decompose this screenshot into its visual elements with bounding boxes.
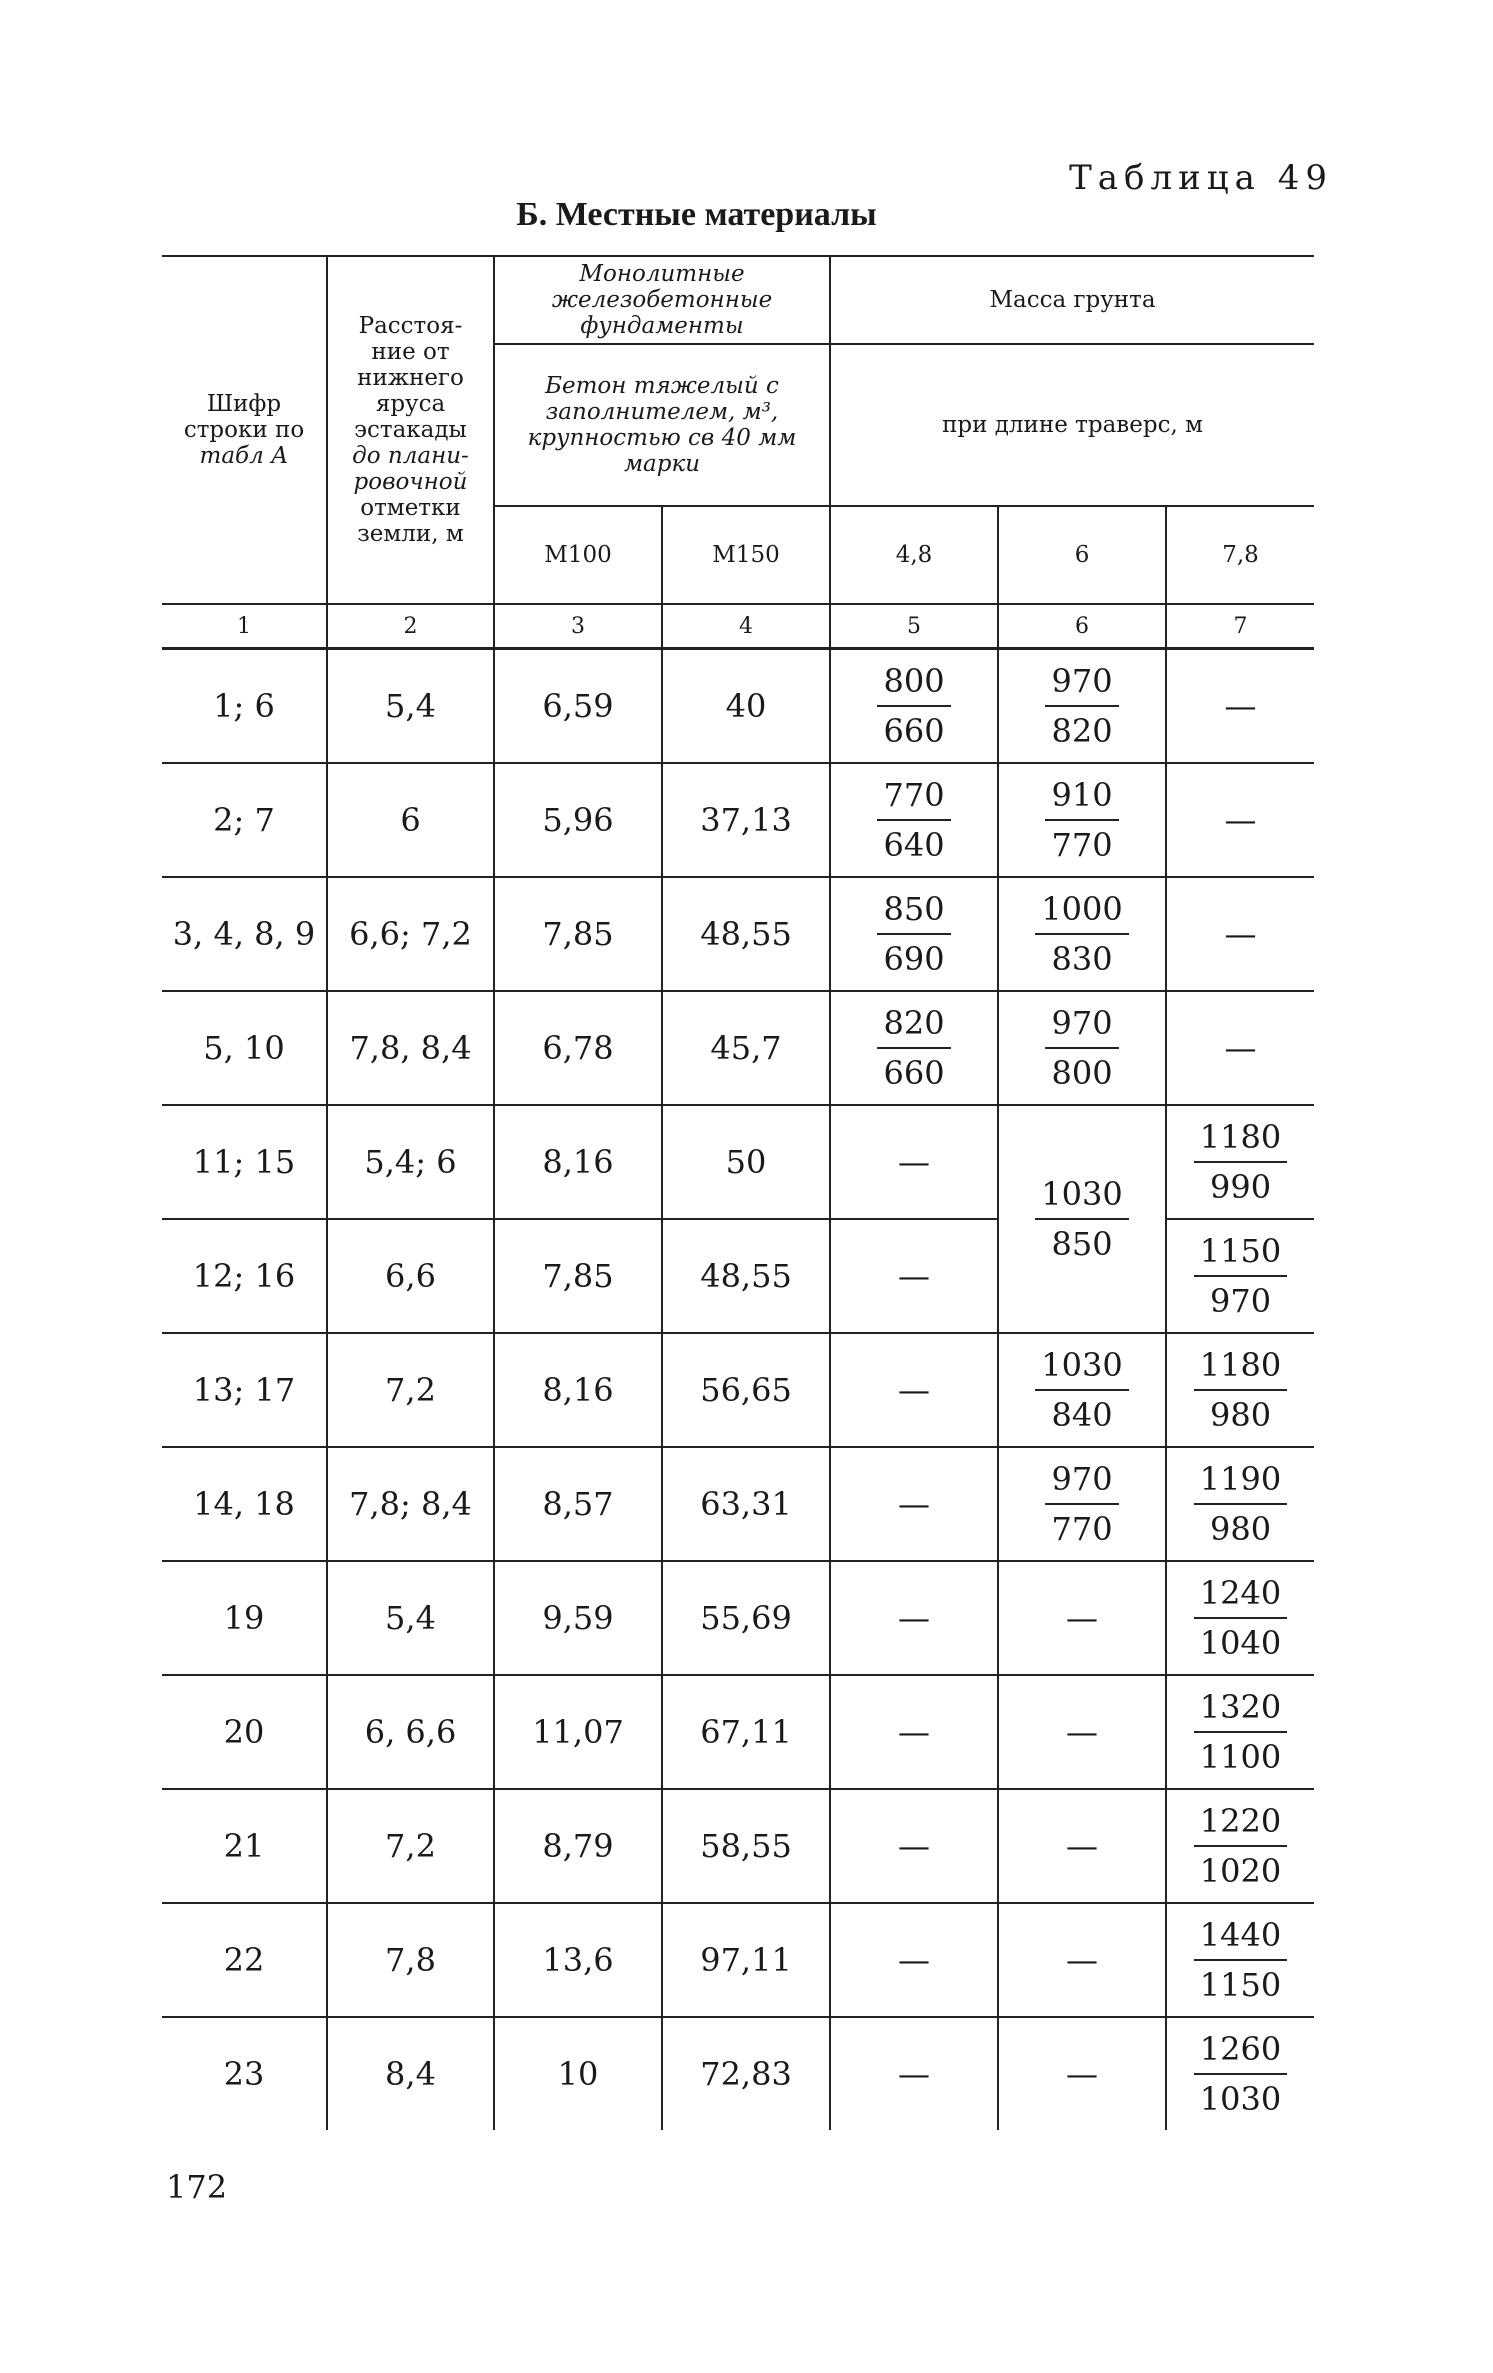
cell-m100: 7,85 — [494, 877, 662, 991]
cell-code: 20 — [162, 1675, 327, 1789]
cell-len-7-8: — — [1166, 649, 1314, 764]
col-number: 6 — [998, 604, 1166, 649]
cell-m100: 8,16 — [494, 1105, 662, 1219]
cell-len-4-8: — — [830, 1333, 998, 1447]
cell-m150: 37,13 — [662, 763, 830, 877]
cell-m150: 50 — [662, 1105, 830, 1219]
cell-m150: 58,55 — [662, 1789, 830, 1903]
fraction: $\frac{770}{640}$ — [877, 771, 950, 869]
cell-len-7-8: — — [1166, 991, 1314, 1105]
fraction: $\frac{1030}{850}$ — [1035, 1170, 1128, 1268]
cell-len-4-8: — — [830, 2017, 998, 2130]
cell-distance: 5,4; 6 — [327, 1105, 494, 1219]
table-label: Таблица 49 — [1069, 158, 1333, 198]
fraction: $\frac{970}{820}$ — [1045, 657, 1118, 755]
cell-len-6 — [998, 1447, 1166, 1561]
cell-m100: 9,59 — [494, 1561, 662, 1675]
cell-m150: 56,65 — [662, 1333, 830, 1447]
fraction: $\frac{1320}{1100}$ — [1194, 1683, 1287, 1781]
cell-len-4-8 — [830, 991, 998, 1105]
cell-len-4-8: — — [830, 1903, 998, 2017]
cell-len-7-8: — — [1166, 877, 1314, 991]
col-number: 4 — [662, 604, 830, 649]
fraction: $\frac{820}{660}$ — [877, 999, 950, 1097]
cell-len-7-8 — [1166, 1105, 1314, 1219]
table-row — [162, 991, 1314, 1105]
table-body — [162, 649, 1314, 2131]
table-row — [162, 649, 1314, 764]
header-soil-group: Масса грунта — [830, 256, 1314, 344]
fraction: $\frac{1000}{830}$ — [1035, 885, 1128, 983]
cell-code: 14, 18 — [162, 1447, 327, 1561]
cell-m100: 6,78 — [494, 991, 662, 1105]
cell-len-4-8: — — [830, 1789, 998, 1903]
table-row — [162, 1105, 1314, 1219]
fraction: $\frac{1180}{980}$ — [1194, 1341, 1287, 1439]
page-number: 172 — [166, 2168, 228, 2206]
cell-m100: 8,57 — [494, 1447, 662, 1561]
cell-len-7-8 — [1166, 1333, 1314, 1447]
cell-code: 5, 10 — [162, 991, 327, 1105]
table-row — [162, 1561, 1314, 1675]
cell-m150: 40 — [662, 649, 830, 764]
cell-m150: 55,69 — [662, 1561, 830, 1675]
cell-len-6-merged — [998, 1105, 1166, 1333]
column-numbers-row — [162, 604, 1314, 649]
cell-m100: 13,6 — [494, 1903, 662, 2017]
cell-len-7-8 — [1166, 1447, 1314, 1561]
cell-len-6: — — [998, 1675, 1166, 1789]
cell-distance: 7,2 — [327, 1333, 494, 1447]
fraction: $\frac{1240}{1040}$ — [1194, 1569, 1287, 1667]
cell-len-7-8 — [1166, 1561, 1314, 1675]
fraction: $\frac{1030}{840}$ — [1035, 1341, 1128, 1439]
cell-m100: 6,59 — [494, 649, 662, 764]
cell-code: 21 — [162, 1789, 327, 1903]
table-row — [162, 1675, 1314, 1789]
cell-m150: 63,31 — [662, 1447, 830, 1561]
cell-m100: 8,79 — [494, 1789, 662, 1903]
cell-len-4-8 — [830, 649, 998, 764]
cell-m150: 45,7 — [662, 991, 830, 1105]
fraction: $\frac{1150}{970}$ — [1194, 1227, 1287, 1325]
cell-distance: 5,4 — [327, 1561, 494, 1675]
cell-len-7-8 — [1166, 1789, 1314, 1903]
cell-m100: 8,16 — [494, 1333, 662, 1447]
header-len-4-8: 4,8 — [830, 506, 998, 604]
table-row — [162, 1903, 1314, 2017]
cell-len-6: — — [998, 1903, 1166, 2017]
cell-code: 3, 4, 8, 9 — [162, 877, 327, 991]
table-row — [162, 1789, 1314, 1903]
cell-len-6 — [998, 763, 1166, 877]
cell-code: 12; 16 — [162, 1219, 327, 1333]
table-row — [162, 1333, 1314, 1447]
cell-distance: 6 — [327, 763, 494, 877]
cell-distance: 7,8 — [327, 1903, 494, 2017]
table-row — [162, 2017, 1314, 2130]
cell-distance: 5,4 — [327, 649, 494, 764]
cell-distance: 7,8, 8,4 — [327, 991, 494, 1105]
cell-distance: 8,4 — [327, 2017, 494, 2130]
fraction: $\frac{1190}{980}$ — [1194, 1455, 1287, 1553]
cell-distance: 6,6 — [327, 1219, 494, 1333]
cell-len-6: — — [998, 1561, 1166, 1675]
header-code: Шифр строки по табл А — [162, 256, 327, 604]
header-concrete-sub: Бетон тяжелый с заполнителем, м³, крупностью св 40 мм марки — [494, 344, 830, 506]
cell-len-7-8 — [1166, 1903, 1314, 2017]
fraction: $\frac{970}{770}$ — [1045, 1455, 1118, 1553]
cell-len-6 — [998, 649, 1166, 764]
cell-len-7-8: — — [1166, 763, 1314, 877]
table-row — [162, 877, 1314, 991]
cell-distance: 7,8; 8,4 — [327, 1447, 494, 1561]
cell-m150: 48,55 — [662, 877, 830, 991]
cell-code: 2; 7 — [162, 763, 327, 877]
cell-m150: 97,11 — [662, 1903, 830, 2017]
section-title: Б. Местные материалы — [516, 196, 877, 233]
cell-len-4-8 — [830, 877, 998, 991]
cell-len-7-8 — [1166, 1219, 1314, 1333]
col-number: 5 — [830, 604, 998, 649]
cell-m150: 48,55 — [662, 1219, 830, 1333]
header-distance: Расстоя-ние от нижнего яруса эстакады до плани-ровочной отметки земли, м — [327, 256, 494, 604]
cell-len-6 — [998, 1333, 1166, 1447]
cell-len-6: — — [998, 2017, 1166, 2130]
cell-code: 22 — [162, 1903, 327, 2017]
cell-m100: 10 — [494, 2017, 662, 2130]
fraction: $\frac{970}{800}$ — [1045, 999, 1118, 1097]
cell-len-6 — [998, 991, 1166, 1105]
col-number: 2 — [327, 604, 494, 649]
cell-code: 13; 17 — [162, 1333, 327, 1447]
cell-len-7-8 — [1166, 2017, 1314, 2130]
fraction: $\frac{1180}{990}$ — [1194, 1113, 1287, 1211]
col-number: 3 — [494, 604, 662, 649]
header-len-7-8: 7,8 — [1166, 506, 1314, 604]
cell-m150: 67,11 — [662, 1675, 830, 1789]
cell-distance: 6,6; 7,2 — [327, 877, 494, 991]
col-number: 7 — [1166, 604, 1314, 649]
data-table — [162, 255, 1314, 2130]
cell-m100: 11,07 — [494, 1675, 662, 1789]
fraction: $\frac{1440}{1150}$ — [1194, 1911, 1287, 2009]
fraction: $\frac{910}{770}$ — [1045, 771, 1118, 869]
cell-len-6: — — [998, 1789, 1166, 1903]
header-traverse-length: при длине траверс, м — [830, 344, 1314, 506]
fraction: $\frac{850}{690}$ — [877, 885, 950, 983]
cell-len-7-8 — [1166, 1675, 1314, 1789]
table-header — [162, 256, 1314, 649]
cell-len-4-8: — — [830, 1447, 998, 1561]
cell-len-4-8 — [830, 763, 998, 877]
header-len-6: 6 — [998, 506, 1166, 604]
cell-len-6 — [998, 877, 1166, 991]
cell-code: 1; 6 — [162, 649, 327, 764]
cell-m100: 5,96 — [494, 763, 662, 877]
cell-code: 11; 15 — [162, 1105, 327, 1219]
fraction: $\frac{1220}{1020}$ — [1194, 1797, 1287, 1895]
header-m150: М150 — [662, 506, 830, 604]
cell-distance: 7,2 — [327, 1789, 494, 1903]
cell-len-4-8: — — [830, 1219, 998, 1333]
cell-code: 23 — [223, 2055, 265, 2093]
cell-code: 19 — [162, 1561, 327, 1675]
header-m100: М100 — [494, 506, 662, 604]
cell-len-4-8: — — [830, 1105, 998, 1219]
table-row — [162, 1447, 1314, 1561]
cell-len-4-8: — — [830, 1675, 998, 1789]
col-number: 1 — [162, 604, 327, 649]
cell-len-4-8: — — [830, 1561, 998, 1675]
cell-m150: 72,83 — [662, 2017, 830, 2130]
cell-m100: 7,85 — [494, 1219, 662, 1333]
table-row — [162, 763, 1314, 877]
header-concrete-group: Монолитные железобетонные фундаменты — [494, 256, 830, 344]
fraction: $\frac{800}{660}$ — [877, 657, 950, 755]
cell-distance: 6, 6,6 — [327, 1675, 494, 1789]
fraction: $\frac{1260}{1030}$ — [1194, 2025, 1287, 2123]
